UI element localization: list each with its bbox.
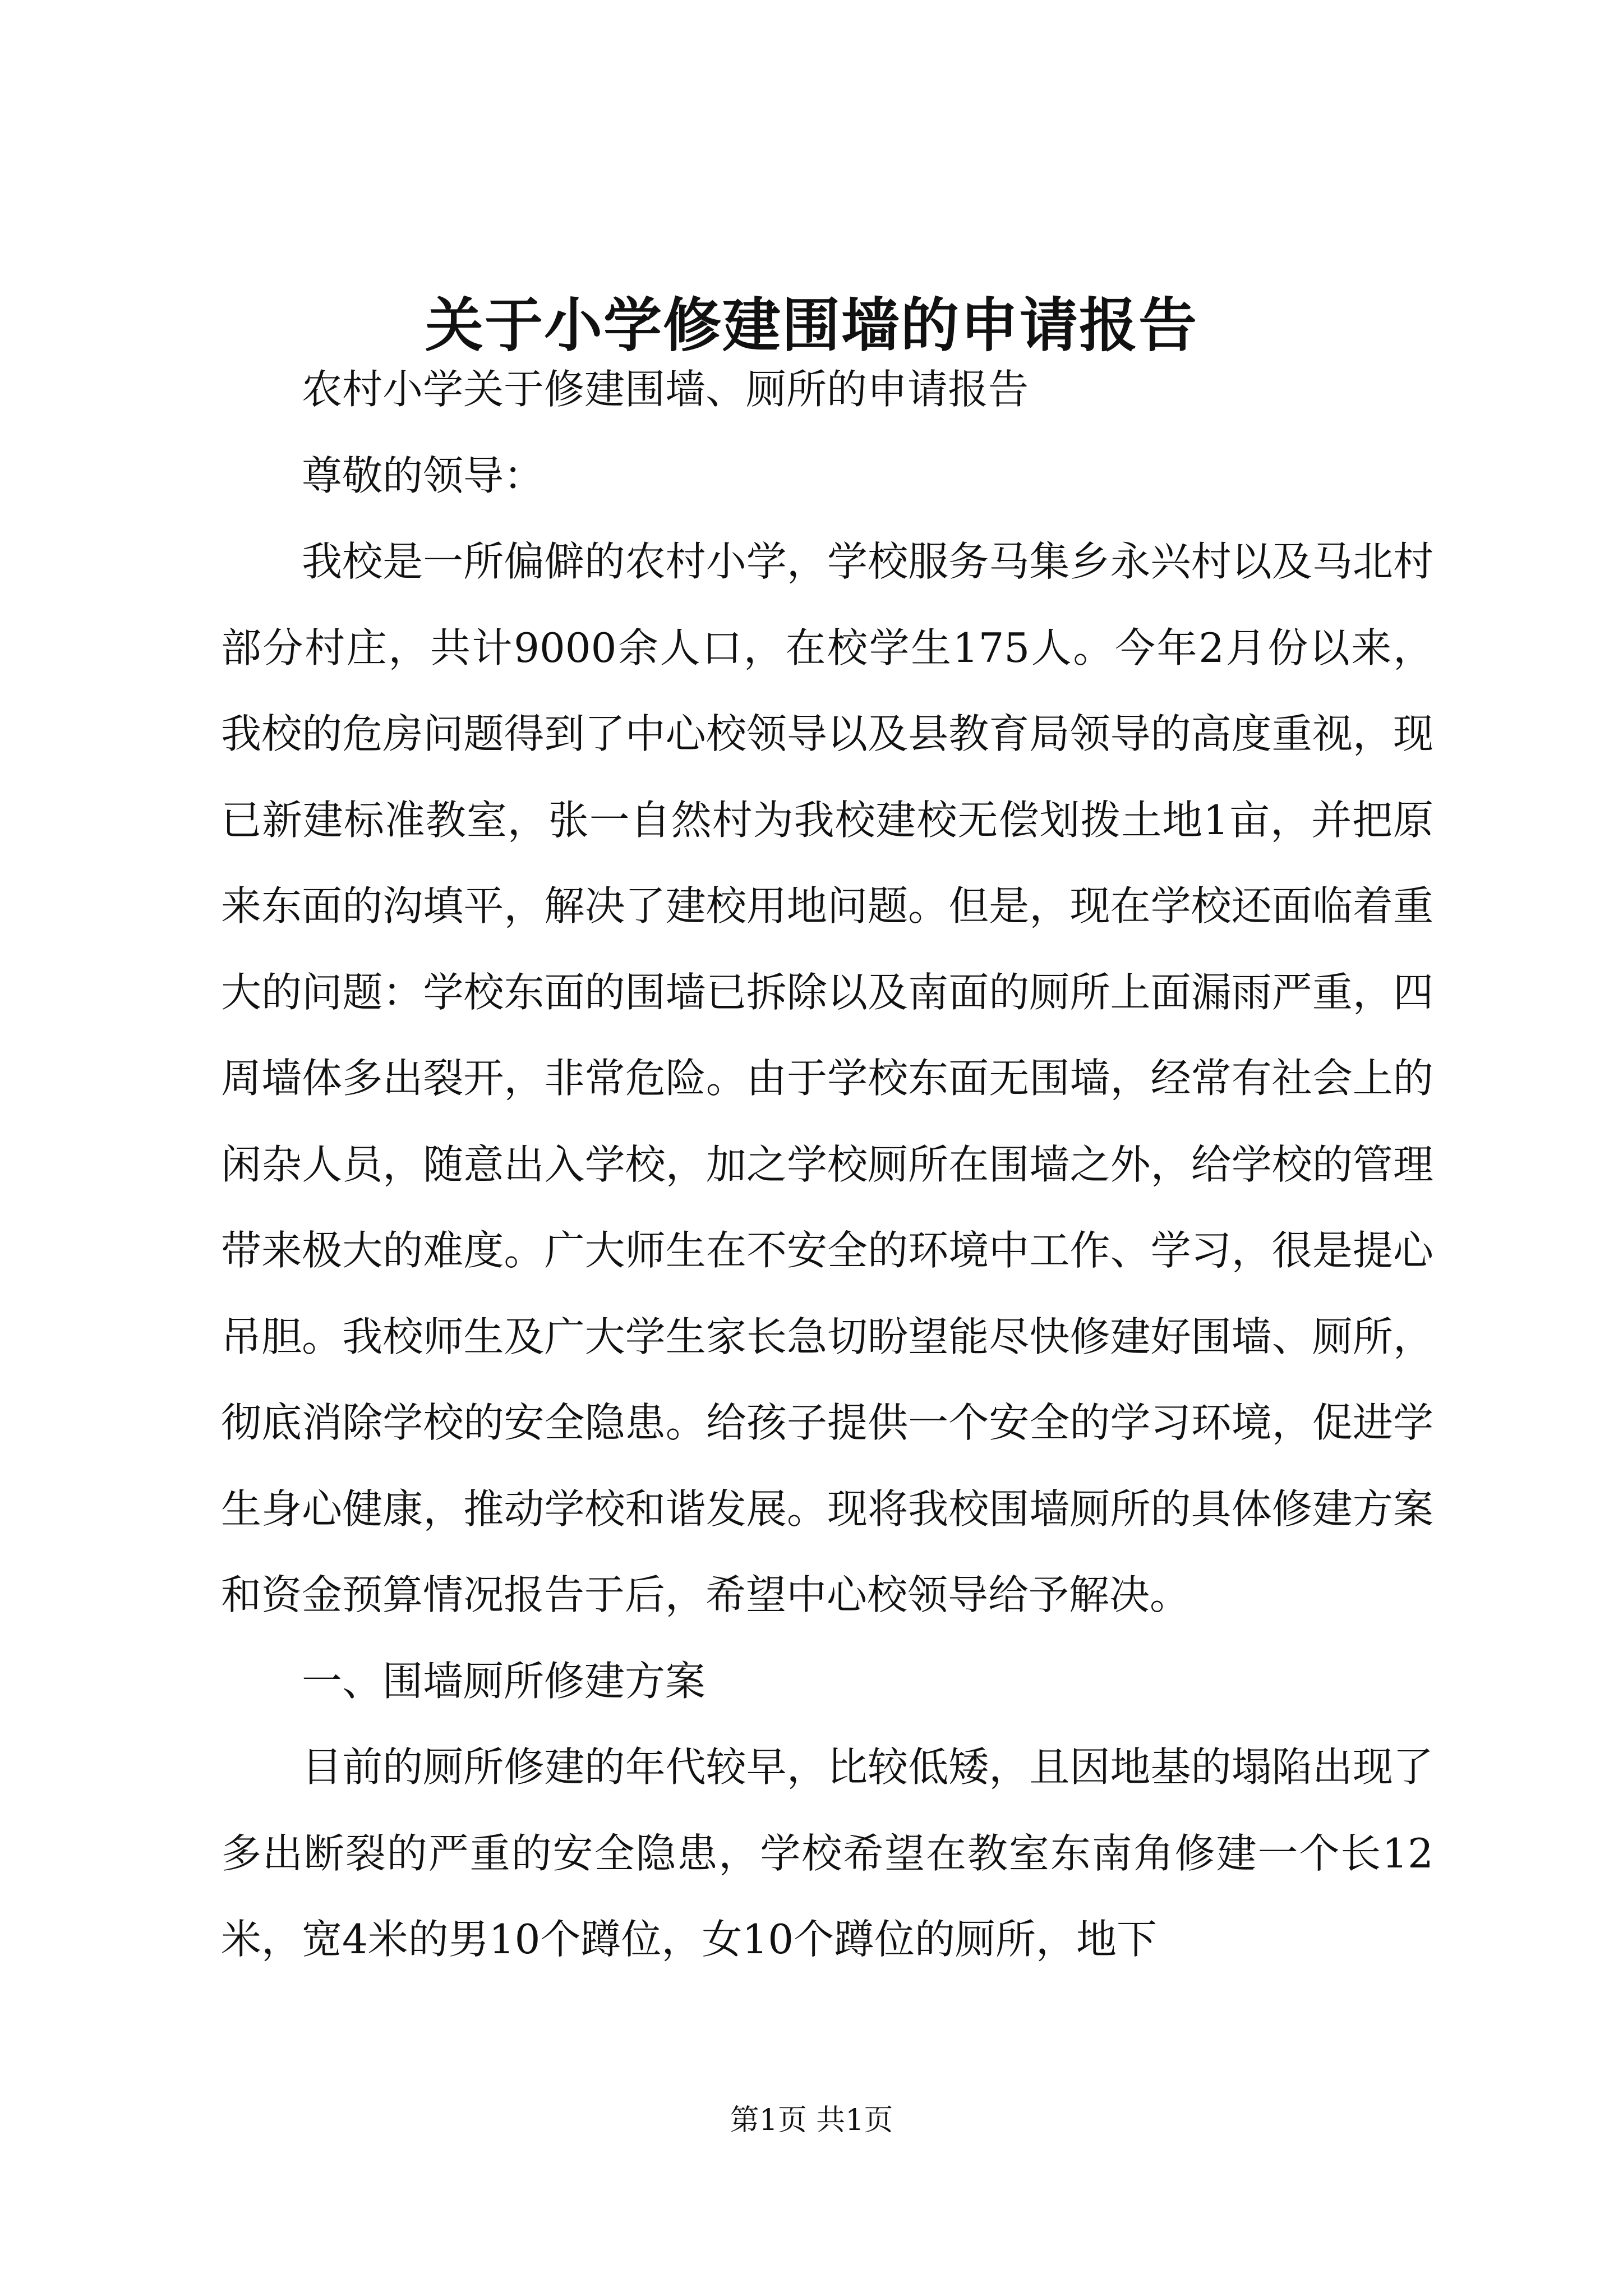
section-heading: 一、围墙厕所修建方案: [302, 1657, 706, 1705]
body-paragraph: 目前的厕所修建的年代较早，比较低矮，且因地基的塌陷出现了多出断裂的严重的安全隐患，学校希望在教室东南角修建一个长12米，宽4米的男10个蹲位，女10个蹲位的厕所，地下: [221, 1743, 1433, 1963]
body-paragraph: 我校是一所偏僻的农村小学，学校服务马集乡永兴村以及马北村部分村庄，共计9000余人口，在校学生175人。今年2月份以来，我校的危房问题得到了中心校领导以及县教育局领导的高度重视，现已新建标准教室，张一自然村为我校建校无偿划拨土地1亩，并把原来东面的沟填平，解决了建校用地问题。但是，现在学校还面临着重大的问题：学校东面的围墙已拆除以及南面的厕所上面漏雨严重，四周墙体多出裂开，非常危险。由于学校东面无围墙，经常有社会上的闲杂人员，随意出入学校，加之学校厕所在围墙之外，给学校的管理带来极大的难度。广大师生在不安全的环境中工作、学习，很是提心吊胆。我校师生及广大学生家长急切盼望能尽快修建好围墙、厕所，彻底消除学校的安全隐患。给孩子提供一个安全的学习环境，促进学生身心健康，推动学校和谐发展。现将我校围墙厕所的具体修建方案和资金预算情况报告于后，希望中心校领导给予解决。: [221, 538, 1433, 1618]
document-title: 关于小学修建围墙的申请报告: [425, 291, 1198, 360]
page-footer: 第1页 共1页: [730, 2104, 893, 2137]
document-body: [221, 347, 1433, 1983]
subtitle-paragraph: 农村小学关于修建围墙、厕所的申请报告: [302, 366, 1029, 413]
salutation-paragraph: 尊敬的领导：: [302, 452, 545, 499]
